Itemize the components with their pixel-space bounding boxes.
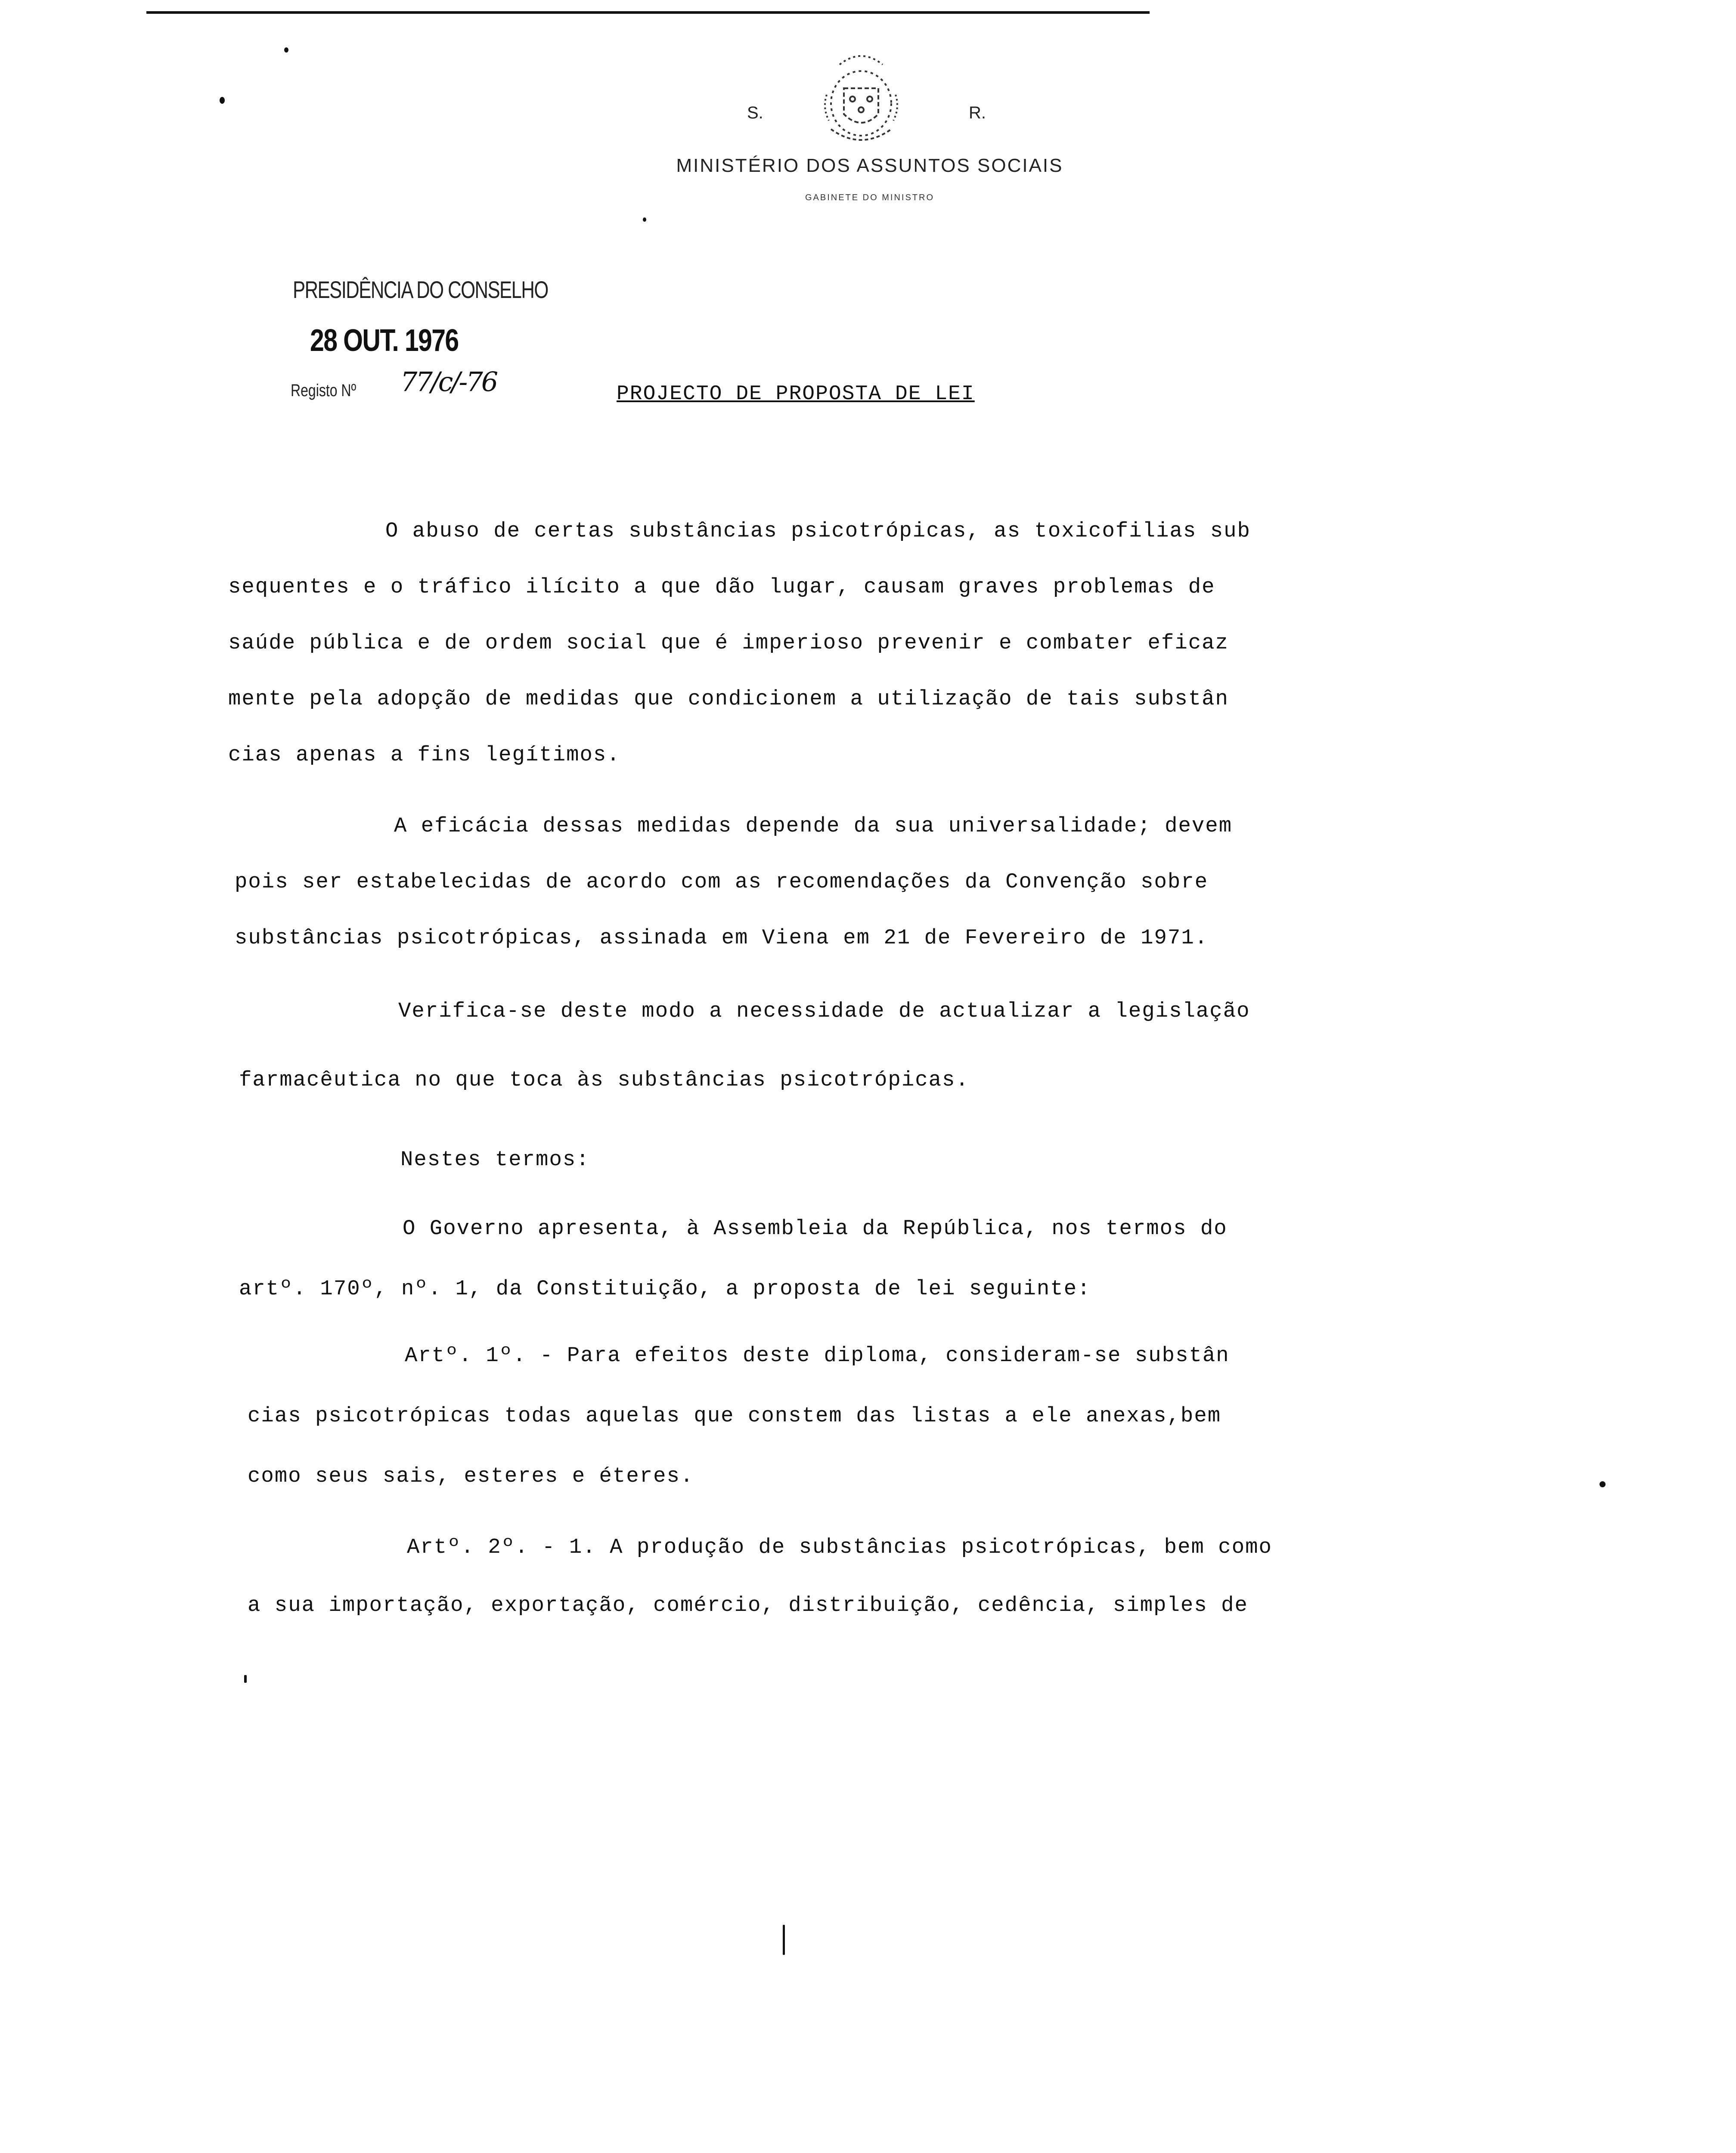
body-line: Artº. 2º. - 1. A produção de substâncias psicotrópicas, bem como	[407, 1535, 1272, 1559]
body-line: pois ser estabelecidas de acordo com as recomendações da Convenção sobre	[235, 870, 1209, 894]
body-line: sequentes e o tráfico ilícito a que dão lugar, causam graves problemas de	[228, 575, 1215, 599]
scan-speck	[220, 97, 225, 104]
coat-of-arms-emblem	[788, 43, 934, 155]
body-line: Artº. 1º. - Para efeitos deste diploma, consideram-se substân	[405, 1343, 1230, 1368]
scan-speck	[244, 1675, 247, 1683]
body-line: Nestes termos:	[400, 1148, 590, 1172]
letterhead-left-letter: S.	[747, 103, 763, 122]
scan-speck	[1600, 1481, 1606, 1487]
stamp-registry-number: 77/c/-76	[400, 366, 497, 397]
scan-speck	[284, 47, 288, 53]
cabinet-name: GABINETE DO MINISTRO	[805, 193, 935, 202]
document-title: PROJECTO DE PROPOSTA DE LEI	[617, 382, 975, 406]
scan-speck	[643, 217, 646, 222]
body-line: artº. 170º, nº. 1, da Constituição, a proposta de lei seguinte:	[239, 1277, 1091, 1301]
body-line: a sua importação, exportação, comércio, distribuição, cedência, simples de	[248, 1593, 1248, 1617]
body-line: Verifica-se deste modo a necessidade de actualizar a legislação	[398, 999, 1250, 1023]
body-line: como seus sais, esteres e éteres.	[248, 1464, 694, 1488]
body-line: farmacêutica no que toca às substâncias psicotrópicas.	[239, 1068, 969, 1092]
body-line: O Governo apresenta, à Assembleia da República, nos termos do	[403, 1216, 1228, 1241]
body-line: substâncias psicotrópicas, assinada em Viena em 21 de Fevereiro de 1971.	[235, 926, 1209, 950]
stamp-office: PRESIDÊNCIA DO CONSELHO	[293, 276, 548, 303]
stamp-date: 28 OUT. 1976	[310, 323, 459, 358]
body-line: O abuso de certas substâncias psicotrópicas, as toxicofilias sub	[385, 519, 1251, 543]
stamp-registry-label: Registo Nº	[291, 381, 356, 400]
top-rule	[146, 11, 1150, 14]
body-line: saúde pública e de ordem social que é imperioso prevenir e combater eficaz	[228, 631, 1229, 655]
body-line: A eficácia dessas medidas depende da sua universalidade; devem	[394, 814, 1233, 838]
body-line: cias psicotrópicas todas aquelas que constem das listas a ele anexas,bem	[248, 1404, 1221, 1428]
body-line: mente pela adopção de medidas que condicionem a utilização de tais substân	[228, 687, 1229, 711]
scan-speck	[783, 1925, 785, 1955]
body-line: cias apenas a fins legítimos.	[228, 743, 620, 767]
letterhead-right-letter: R.	[969, 103, 986, 122]
ministry-name: MINISTÉRIO DOS ASSUNTOS SOCIAIS	[676, 155, 1063, 176]
